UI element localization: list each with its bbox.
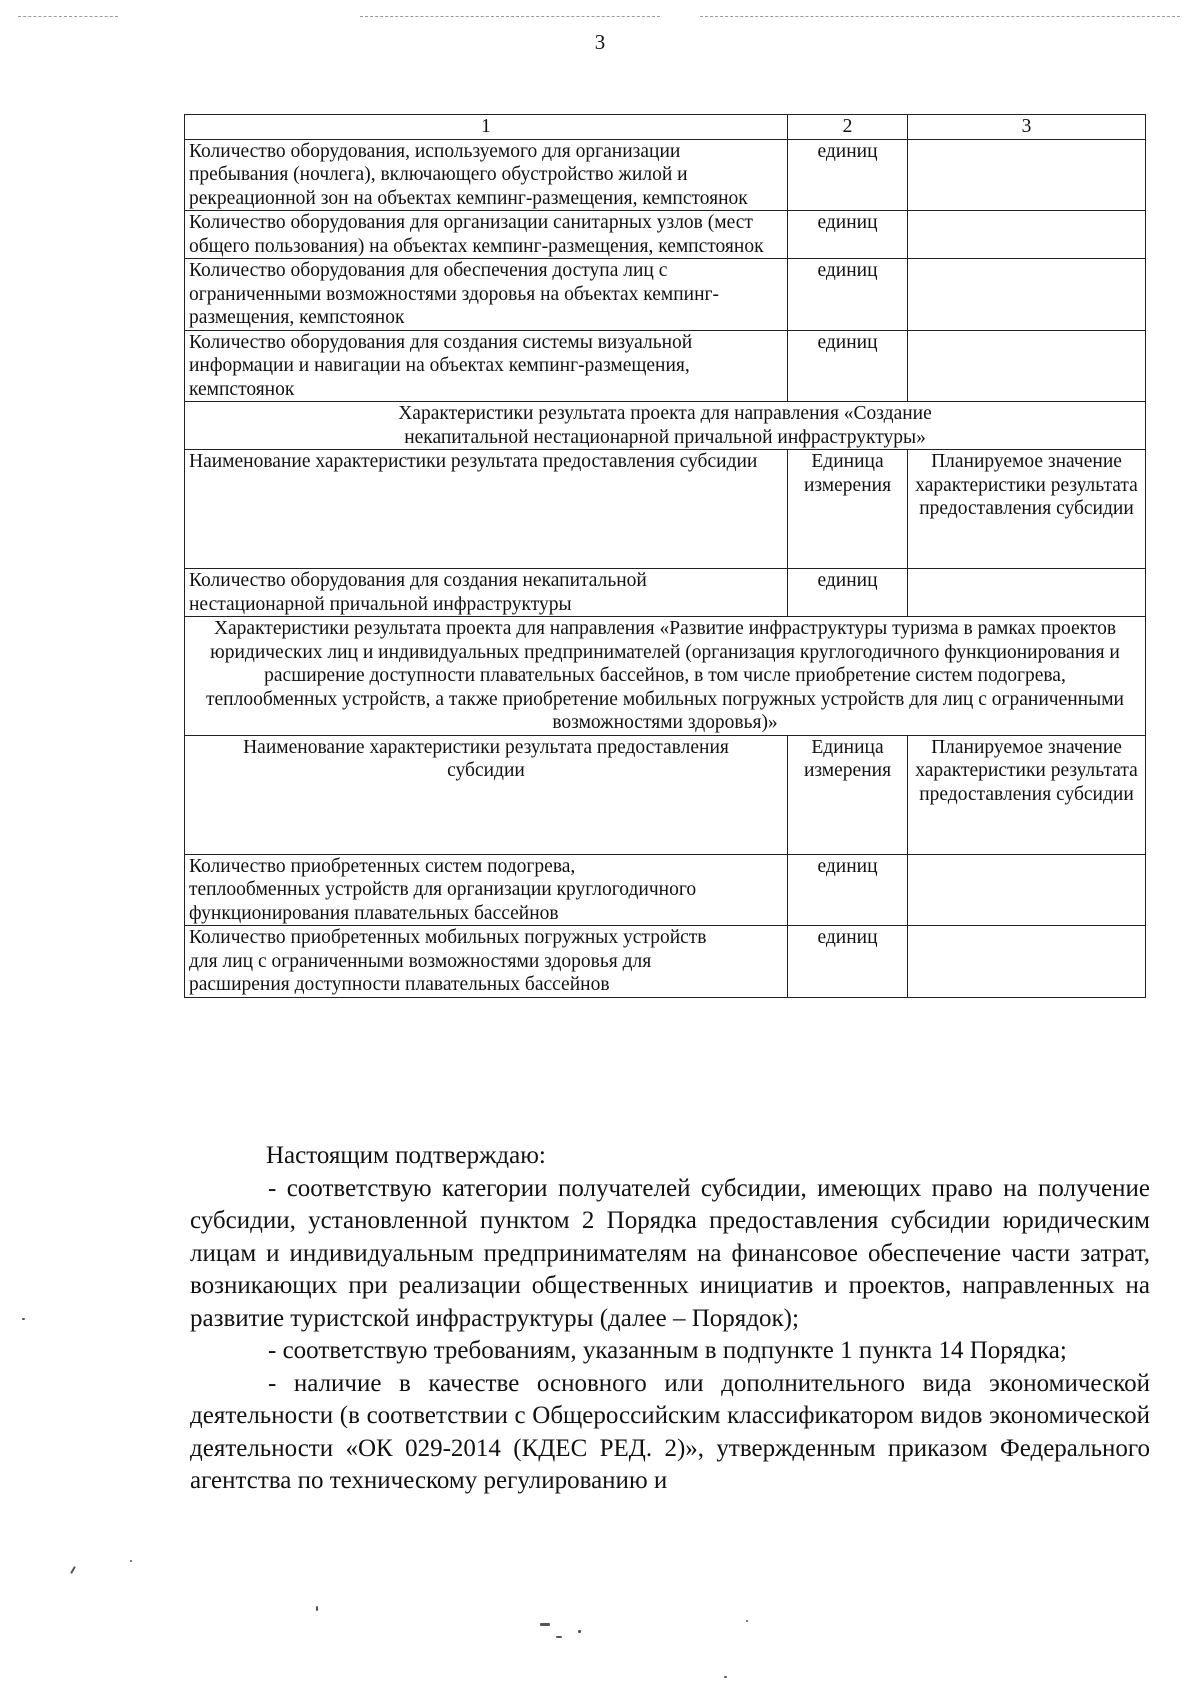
row-value (908, 211, 1146, 259)
row-unit: единиц (788, 139, 908, 211)
row-name: Количество приобретенных мобильных погружных устройств для лиц с ограниченными возможностями здоровья для расширения доступности плавательных бассейнов (185, 926, 788, 998)
row-name: Количество оборудования, используемого для организации пребывания (ночлега), включающего обустройство жилой и рекреационной зон на объектах кемпинг-размещения, кемпстоянок (185, 139, 788, 211)
header-unit: Единица измерения (788, 735, 908, 854)
row-unit: единиц (788, 569, 908, 617)
header-name: Наименование характеристики результата предоставления субсидии (185, 450, 788, 569)
section-title-row (185, 402, 1146, 450)
section-title-berth: Характеристики результата проекта для направления «Создание некапитальной нестационарной причальной инфраструктуры» (185, 402, 1146, 450)
row-name: Количество оборудования для создания системы визуальной информации и навигации на объектах кемпинг-размещения, кемпстоянок (185, 330, 788, 402)
table-row (185, 926, 1146, 998)
column-number-1: 1 (185, 115, 788, 140)
header-value: Планируемое значение характеристики результата предоставления субсидии (908, 735, 1146, 854)
row-name: Количество оборудования для создания некапитальной нестационарной причальной инфраструктуры (185, 569, 788, 617)
table-row (185, 330, 1146, 402)
row-unit: единиц (788, 854, 908, 926)
scan-speck (70, 1566, 76, 1574)
scan-artifact (700, 16, 1180, 17)
scan-speck (578, 1630, 581, 1633)
confirmation-item: - наличие в качестве основного или дополнительного вида экономической деятельности (в соответствии с Общероссийским классификатором видов экономической деятельности «ОК 029-2014 (КДЕС РЕД. 2)», утвержденным приказом Федерального агентства по техническому регулированию и (190, 1369, 1150, 1494)
row-name: Количество приобретенных систем подогрева, теплообменных устройств для организации круглогодичного функционирования плавательных бассейнов (185, 854, 788, 926)
table-header-numbers (185, 115, 1146, 140)
results-table (184, 114, 1146, 998)
scan-speck (556, 1636, 562, 1638)
table-row (185, 569, 1146, 617)
column-number-2: 2 (788, 115, 908, 140)
table-row (185, 139, 1146, 211)
table-row (185, 854, 1146, 926)
confirmation-lead: Настоящим подтверждаю: (266, 1142, 546, 1169)
row-unit: единиц (788, 259, 908, 331)
scan-speck (724, 1676, 727, 1678)
row-unit: единиц (788, 330, 908, 402)
row-value (908, 854, 1146, 926)
scan-speck (316, 1606, 318, 1611)
section-header-row (185, 735, 1146, 854)
row-value (908, 330, 1146, 402)
scan-speck (22, 1318, 25, 1320)
column-number-3: 3 (908, 115, 1146, 140)
row-value (908, 569, 1146, 617)
header-value: Планируемое значение характеристики результата предоставления субсидии (908, 450, 1146, 569)
section-title-row (185, 617, 1146, 736)
confirmation-text (190, 1140, 1150, 1498)
scan-artifact (18, 16, 118, 17)
confirmation-item: - соответствую требованиям, указанным в подпункте 1 пункта 14 Порядка; (268, 1337, 1067, 1364)
table-row (185, 211, 1146, 259)
scan-speck (540, 1623, 550, 1626)
scan-speck (130, 1560, 132, 1562)
section-header-row (185, 450, 1146, 569)
confirmation-item: - соответствую категории получателей субсидии, имеющих право на получение субсидии, установленной пунктом 2 Порядка предоставления субсидии юридическим лицам и индивидуальным предпринимателям на финансовое обеспечение части затрат, возникающих при реализации общественных инициатив и проектов, направленных на развитие туристской инфраструктуры (далее – Порядок); (190, 1174, 1150, 1332)
page-number: 3 (594, 30, 606, 54)
row-name: Количество оборудования для обеспечения доступа лиц с ограниченными возможностями здоровья на объектах кемпинг-размещения, кемпстоянок (185, 259, 788, 331)
header-name: Наименование характеристики результата предоставления субсидии (185, 735, 788, 854)
section-title-pools: Характеристики результата проекта для направления «Развитие инфраструктуры туризма в рамках проектов юридических лиц и индивидуальных предпринимателей (организация круглогодичного функционирования и расширение доступности плавательных бассейнов, в том числе приобретение систем подогрева, теплообменных устройств, а также приобретение мобильных погружных устройств для лиц с ограниченными возможностями здоровья)» (185, 617, 1146, 736)
header-unit: Единица измерения (788, 450, 908, 569)
scan-speck (746, 1620, 748, 1622)
row-value (908, 139, 1146, 211)
row-value (908, 259, 1146, 331)
row-unit: единиц (788, 211, 908, 259)
row-name: Количество оборудования для организации санитарных узлов (мест общего пользования) на объектах кемпинг-размещения, кемпстоянок (185, 211, 788, 259)
scan-artifact (360, 16, 660, 17)
row-value (908, 926, 1146, 998)
table-row (185, 259, 1146, 331)
row-unit: единиц (788, 926, 908, 998)
